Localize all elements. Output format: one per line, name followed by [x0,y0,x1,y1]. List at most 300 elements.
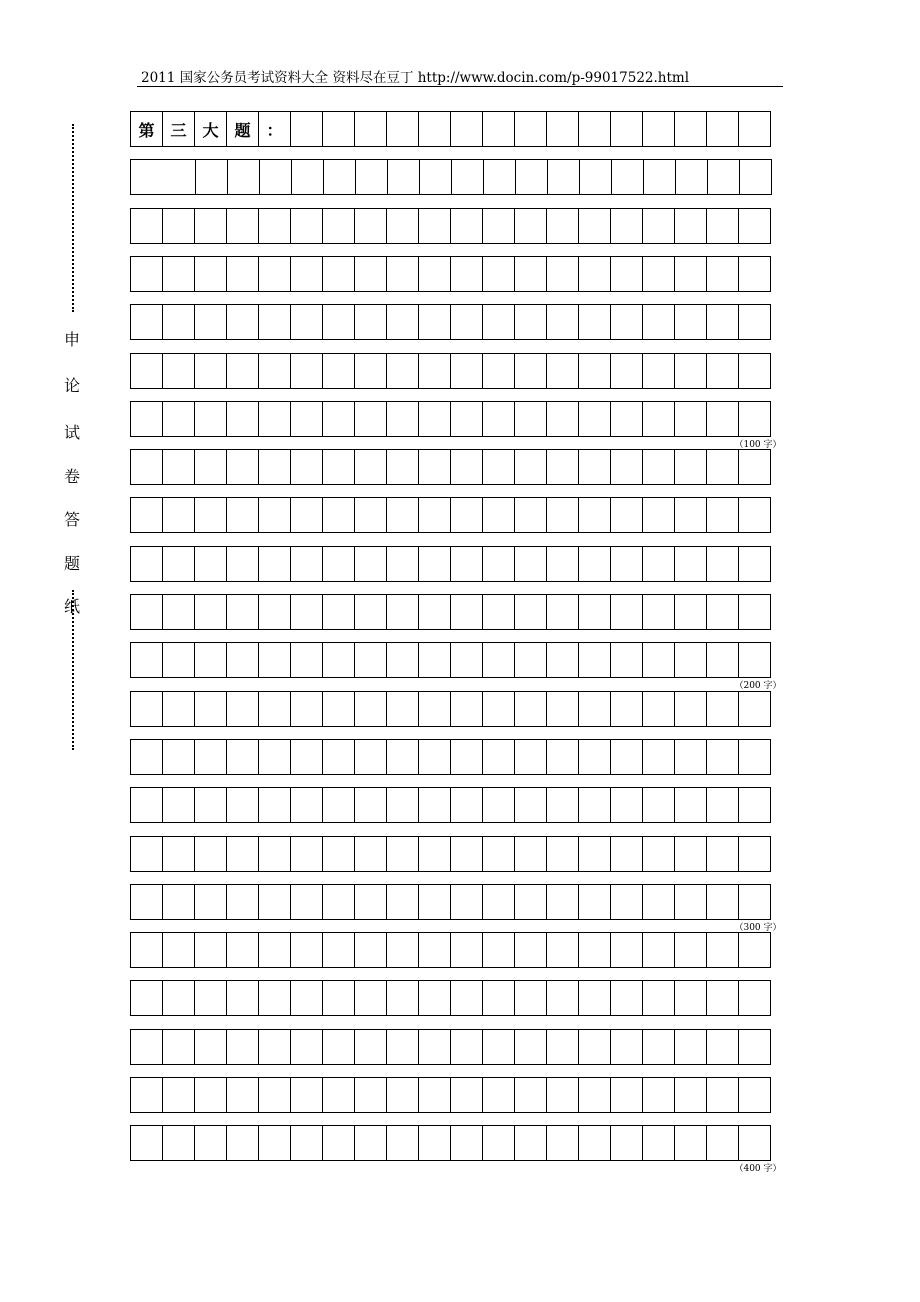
answer-cell[interactable] [322,353,355,389]
answer-cell[interactable] [290,884,323,920]
answer-cell[interactable] [610,642,643,678]
answer-cell[interactable] [578,594,611,630]
answer-cell[interactable] [738,594,771,630]
answer-cell[interactable] [322,980,355,1016]
answer-cell[interactable] [482,691,515,727]
answer-cell[interactable] [610,980,643,1016]
answer-cell[interactable] [674,884,707,920]
answer-cell[interactable] [642,546,675,582]
answer-cell[interactable] [354,691,387,727]
answer-cell[interactable] [290,256,323,292]
answer-cell[interactable] [738,497,771,533]
answer-cell[interactable] [130,787,163,823]
answer-cell[interactable] [578,1125,611,1161]
answer-cell[interactable] [354,642,387,678]
answer-cell[interactable] [226,1029,259,1065]
answer-cell[interactable] [162,353,195,389]
answer-cell[interactable] [706,642,739,678]
answer-cell[interactable] [450,594,483,630]
answer-cell[interactable] [386,836,419,872]
answer-cell[interactable] [578,642,611,678]
answer-cell[interactable] [226,1077,259,1113]
answer-cell[interactable] [194,932,227,968]
answer-cell[interactable] [290,739,323,775]
answer-cell[interactable] [386,594,419,630]
answer-cell[interactable] [162,884,195,920]
answer-cell[interactable] [674,256,707,292]
answer-cell[interactable] [450,884,483,920]
answer-cell[interactable] [482,449,515,485]
answer-cell[interactable] [130,208,163,244]
answer-cell[interactable] [354,111,387,147]
answer-cell[interactable] [386,1125,419,1161]
answer-cell[interactable] [323,159,356,195]
answer-cell[interactable] [642,111,675,147]
answer-cell[interactable] [546,1077,579,1113]
answer-cell[interactable] [418,836,451,872]
answer-cell[interactable] [386,1077,419,1113]
answer-cell[interactable] [290,594,323,630]
answer-cell[interactable] [482,304,515,340]
answer-cell[interactable] [386,208,419,244]
answer-cell[interactable] [290,1125,323,1161]
answer-cell[interactable] [386,1029,419,1065]
answer-cell[interactable] [610,546,643,582]
answer-cell[interactable] [354,208,387,244]
answer-cell[interactable] [674,836,707,872]
answer-cell[interactable] [738,1125,771,1161]
answer-cell[interactable] [482,739,515,775]
answer-cell[interactable] [322,304,355,340]
answer-cell[interactable] [674,208,707,244]
answer-cell[interactable] [258,449,291,485]
answer-cell[interactable] [738,546,771,582]
answer-cell[interactable] [194,884,227,920]
answer-cell[interactable] [642,497,675,533]
answer-cell[interactable] [610,1077,643,1113]
answer-cell[interactable] [643,159,676,195]
answer-cell[interactable] [194,546,227,582]
answer-cell[interactable] [258,884,291,920]
answer-cell[interactable] [194,401,227,437]
answer-cell[interactable] [578,1029,611,1065]
answer-cell[interactable] [482,884,515,920]
answer-cell[interactable] [226,256,259,292]
answer-cell[interactable] [578,111,611,147]
answer-cell[interactable] [258,1077,291,1113]
answer-cell[interactable] [354,739,387,775]
answer-cell[interactable] [642,401,675,437]
answer-cell[interactable] [546,980,579,1016]
answer-cell[interactable] [450,111,483,147]
answer-cell[interactable] [610,691,643,727]
answer-cell[interactable] [610,256,643,292]
answer-cell[interactable] [450,497,483,533]
answer-cell[interactable] [258,594,291,630]
answer-cell[interactable] [354,1029,387,1065]
answer-cell[interactable] [610,836,643,872]
answer-cell[interactable] [322,739,355,775]
answer-cell[interactable] [162,932,195,968]
answer-cell[interactable] [162,208,195,244]
answer-cell[interactable] [546,594,579,630]
answer-cell[interactable] [642,691,675,727]
answer-cell[interactable] [642,256,675,292]
answer-cell[interactable] [738,836,771,872]
answer-cell[interactable] [290,449,323,485]
indent-cell[interactable] [130,159,196,195]
answer-cell[interactable] [739,159,772,195]
answer-cell[interactable] [642,836,675,872]
answer-cell[interactable] [418,111,451,147]
answer-cell[interactable] [354,546,387,582]
answer-cell[interactable] [738,739,771,775]
answer-cell[interactable] [642,304,675,340]
answer-cell[interactable] [578,208,611,244]
answer-cell[interactable] [514,546,547,582]
answer-cell[interactable] [226,884,259,920]
answer-cell[interactable] [226,980,259,1016]
answer-cell[interactable] [578,739,611,775]
answer-cell[interactable] [194,739,227,775]
answer-cell[interactable] [322,1029,355,1065]
answer-cell[interactable] [386,497,419,533]
answer-cell[interactable] [706,449,739,485]
answer-cell[interactable] [354,353,387,389]
answer-cell[interactable] [578,884,611,920]
answer-cell[interactable] [322,1125,355,1161]
answer-cell[interactable] [514,642,547,678]
answer-cell[interactable] [322,546,355,582]
answer-cell[interactable] [611,159,644,195]
answer-cell[interactable] [130,353,163,389]
answer-cell[interactable] [482,1077,515,1113]
answer-cell[interactable] [130,932,163,968]
answer-cell[interactable] [162,642,195,678]
answer-cell[interactable] [738,449,771,485]
answer-cell[interactable] [578,787,611,823]
answer-cell[interactable] [546,739,579,775]
answer-cell[interactable] [450,546,483,582]
answer-cell[interactable] [130,691,163,727]
answer-cell[interactable] [418,401,451,437]
answer-cell[interactable] [130,980,163,1016]
answer-cell[interactable] [610,449,643,485]
answer-cell[interactable] [514,884,547,920]
answer-cell[interactable] [674,1029,707,1065]
answer-cell[interactable] [354,836,387,872]
answer-cell[interactable] [258,304,291,340]
answer-cell[interactable] [322,208,355,244]
answer-cell[interactable] [706,497,739,533]
answer-cell[interactable] [290,980,323,1016]
answer-cell[interactable] [610,304,643,340]
answer-cell[interactable] [259,159,292,195]
answer-cell[interactable] [195,159,228,195]
answer-cell[interactable] [418,642,451,678]
answer-cell[interactable] [322,594,355,630]
answer-cell[interactable] [130,546,163,582]
answer-cell[interactable] [322,256,355,292]
answer-cell[interactable] [258,208,291,244]
answer-cell[interactable] [418,980,451,1016]
answer-cell[interactable] [194,208,227,244]
answer-cell[interactable] [258,836,291,872]
answer-cell[interactable] [354,787,387,823]
answer-cell[interactable] [578,353,611,389]
answer-cell[interactable] [546,111,579,147]
answer-cell[interactable] [578,546,611,582]
answer-cell[interactable] [546,401,579,437]
answer-cell[interactable] [578,932,611,968]
answer-cell[interactable] [546,304,579,340]
answer-cell[interactable] [674,739,707,775]
answer-cell[interactable] [258,1029,291,1065]
answer-cell[interactable] [354,256,387,292]
answer-cell[interactable] [514,1077,547,1113]
answer-cell[interactable] [450,691,483,727]
answer-cell[interactable] [706,594,739,630]
answer-cell[interactable] [290,208,323,244]
answer-cell[interactable] [514,932,547,968]
answer-cell[interactable] [355,159,388,195]
answer-cell[interactable] [226,932,259,968]
answer-cell[interactable] [226,594,259,630]
answer-cell[interactable] [387,159,420,195]
answer-cell[interactable] [418,884,451,920]
answer-cell[interactable] [674,401,707,437]
answer-cell[interactable] [450,787,483,823]
answer-cell[interactable] [482,208,515,244]
answer-cell[interactable] [322,497,355,533]
answer-cell[interactable] [546,353,579,389]
answer-cell[interactable] [258,980,291,1016]
answer-cell[interactable] [642,449,675,485]
answer-cell[interactable] [162,739,195,775]
answer-cell[interactable] [194,1029,227,1065]
answer-cell[interactable] [482,1125,515,1161]
answer-cell[interactable] [482,497,515,533]
answer-cell[interactable] [674,546,707,582]
answer-cell[interactable] [674,594,707,630]
answer-cell[interactable] [386,401,419,437]
answer-cell[interactable] [674,1125,707,1161]
answer-cell[interactable] [674,1077,707,1113]
answer-cell[interactable] [194,304,227,340]
answer-cell[interactable] [674,111,707,147]
answer-cell[interactable] [546,691,579,727]
answer-cell[interactable] [162,256,195,292]
answer-cell[interactable] [354,497,387,533]
answer-cell[interactable] [610,497,643,533]
answer-cell[interactable] [418,256,451,292]
answer-cell[interactable] [578,1077,611,1113]
answer-cell[interactable] [450,980,483,1016]
answer-cell[interactable] [610,353,643,389]
answer-cell[interactable] [418,932,451,968]
answer-cell[interactable] [226,1125,259,1161]
answer-cell[interactable] [226,836,259,872]
answer-cell[interactable] [738,401,771,437]
answer-cell[interactable] [674,787,707,823]
answer-cell[interactable] [642,594,675,630]
answer-cell[interactable] [482,401,515,437]
answer-cell[interactable] [386,932,419,968]
answer-cell[interactable] [354,1125,387,1161]
answer-cell[interactable] [290,497,323,533]
answer-cell[interactable] [642,787,675,823]
answer-cell[interactable] [194,594,227,630]
answer-cell[interactable] [514,256,547,292]
answer-cell[interactable] [386,787,419,823]
answer-cell[interactable] [514,980,547,1016]
answer-cell[interactable] [546,836,579,872]
answer-cell[interactable] [258,546,291,582]
answer-cell[interactable] [482,546,515,582]
answer-cell[interactable] [450,739,483,775]
answer-cell[interactable] [706,1125,739,1161]
answer-cell[interactable] [514,739,547,775]
answer-cell[interactable] [130,401,163,437]
answer-cell[interactable] [322,691,355,727]
answer-cell[interactable] [738,353,771,389]
answer-cell[interactable] [738,1077,771,1113]
answer-cell[interactable] [162,401,195,437]
answer-cell[interactable] [546,1029,579,1065]
answer-cell[interactable] [514,401,547,437]
answer-cell[interactable] [578,691,611,727]
answer-cell[interactable] [258,353,291,389]
answer-cell[interactable] [546,1125,579,1161]
answer-cell[interactable] [482,111,515,147]
answer-cell[interactable] [706,884,739,920]
answer-cell[interactable] [674,691,707,727]
answer-cell[interactable] [642,980,675,1016]
answer-cell[interactable] [610,932,643,968]
answer-cell[interactable] [450,256,483,292]
answer-cell[interactable] [642,932,675,968]
answer-cell[interactable] [578,256,611,292]
answer-cell[interactable] [610,594,643,630]
answer-cell[interactable] [610,208,643,244]
answer-cell[interactable] [290,401,323,437]
answer-cell[interactable] [226,787,259,823]
answer-cell[interactable] [450,932,483,968]
answer-cell[interactable] [226,208,259,244]
answer-cell[interactable] [706,787,739,823]
answer-cell[interactable] [450,1125,483,1161]
answer-cell[interactable] [706,1077,739,1113]
answer-cell[interactable] [290,353,323,389]
answer-cell[interactable] [610,401,643,437]
answer-cell[interactable] [546,932,579,968]
answer-cell[interactable] [706,836,739,872]
answer-cell[interactable] [162,691,195,727]
answer-cell[interactable] [162,836,195,872]
answer-cell[interactable] [706,304,739,340]
answer-cell[interactable] [738,256,771,292]
answer-cell[interactable] [482,642,515,678]
answer-cell[interactable] [578,497,611,533]
answer-cell[interactable] [706,546,739,582]
answer-cell[interactable] [546,546,579,582]
answer-cell[interactable] [514,353,547,389]
answer-cell[interactable] [322,884,355,920]
answer-cell[interactable] [322,787,355,823]
answer-cell[interactable] [354,1077,387,1113]
answer-cell[interactable] [194,980,227,1016]
answer-cell[interactable] [386,449,419,485]
answer-cell[interactable] [738,111,771,147]
answer-cell[interactable] [290,1077,323,1113]
answer-cell[interactable] [738,932,771,968]
answer-cell[interactable] [226,353,259,389]
answer-cell[interactable] [578,401,611,437]
answer-cell[interactable] [642,1125,675,1161]
answer-cell[interactable] [418,594,451,630]
answer-cell[interactable] [674,642,707,678]
answer-cell[interactable] [162,980,195,1016]
answer-cell[interactable] [290,111,323,147]
answer-cell[interactable] [674,497,707,533]
answer-cell[interactable] [419,159,452,195]
answer-cell[interactable] [706,980,739,1016]
answer-cell[interactable] [354,932,387,968]
answer-cell[interactable] [674,932,707,968]
answer-cell[interactable] [162,1077,195,1113]
answer-cell[interactable] [514,836,547,872]
answer-cell[interactable] [162,1125,195,1161]
answer-cell[interactable] [418,1029,451,1065]
answer-cell[interactable] [418,1077,451,1113]
answer-cell[interactable] [290,1029,323,1065]
answer-cell[interactable] [514,111,547,147]
answer-cell[interactable] [482,594,515,630]
answer-cell[interactable] [514,1125,547,1161]
answer-cell[interactable] [258,497,291,533]
answer-cell[interactable] [162,594,195,630]
answer-cell[interactable] [194,449,227,485]
answer-cell[interactable] [450,1077,483,1113]
answer-cell[interactable] [226,691,259,727]
answer-cell[interactable] [482,1029,515,1065]
answer-cell[interactable] [130,642,163,678]
answer-cell[interactable] [290,787,323,823]
answer-cell[interactable] [610,884,643,920]
answer-cell[interactable] [514,208,547,244]
answer-cell[interactable] [514,1029,547,1065]
answer-cell[interactable] [386,691,419,727]
answer-cell[interactable] [354,884,387,920]
answer-cell[interactable] [226,497,259,533]
answer-cell[interactable] [258,642,291,678]
answer-cell[interactable] [418,497,451,533]
answer-cell[interactable] [386,980,419,1016]
answer-cell[interactable] [706,739,739,775]
answer-cell[interactable] [738,980,771,1016]
answer-cell[interactable] [610,1125,643,1161]
answer-cell[interactable] [258,932,291,968]
answer-cell[interactable] [642,1029,675,1065]
answer-cell[interactable] [130,594,163,630]
answer-cell[interactable] [674,304,707,340]
answer-cell[interactable] [130,1029,163,1065]
answer-cell[interactable] [322,932,355,968]
answer-cell[interactable] [706,1029,739,1065]
answer-cell[interactable] [642,208,675,244]
answer-cell[interactable] [578,836,611,872]
answer-cell[interactable] [418,787,451,823]
